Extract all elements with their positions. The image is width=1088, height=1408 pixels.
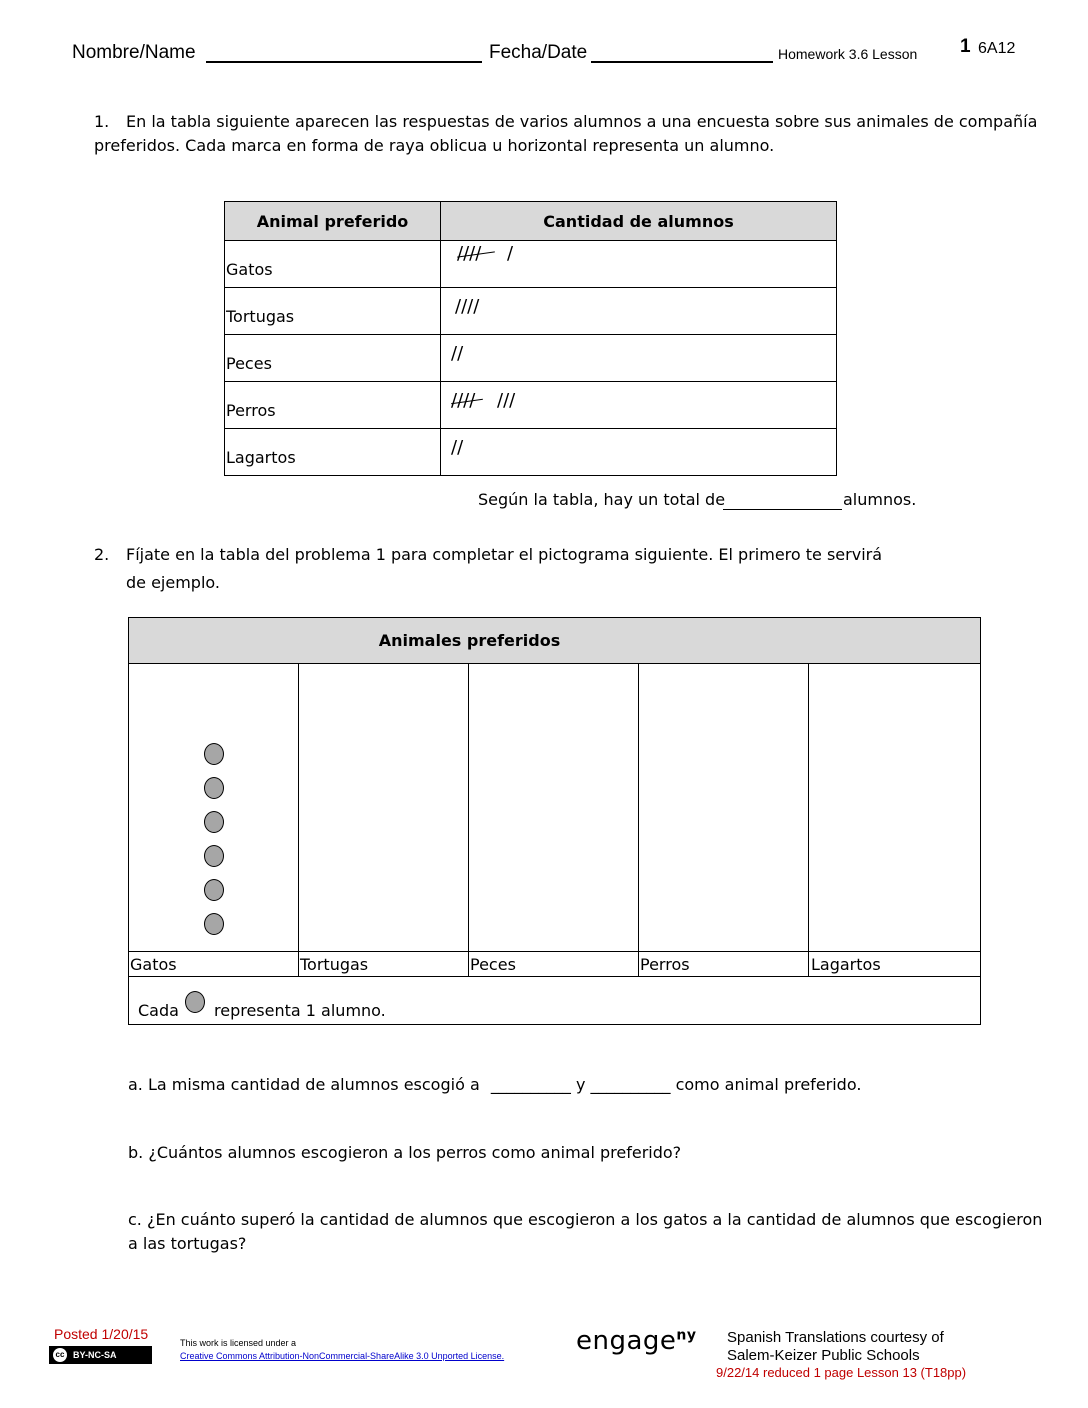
tally-group-marks: //// [457,243,482,264]
pictograph-title-text: Animales preferidos [378,631,561,650]
table-row [225,382,837,429]
license-link[interactable]: Creative Commons Attribution-NonCommercial-ShareAlike 3.0 Unported License. [180,1351,505,1361]
table-row [225,241,837,288]
tally-extra-marks: / [507,243,514,264]
cc-badge-text: BY-NC-SA [73,1350,117,1360]
table-row [225,429,837,476]
label-perros: Perros [639,952,809,976]
pictograph-circle-gatos [204,913,224,935]
header-count: Cantidad de alumnos [441,202,837,241]
animal-cell: Peces [225,335,441,382]
question-a-blank2[interactable]: __________ [590,1075,671,1094]
name-field[interactable] [206,61,482,63]
animal-cell: Perros [225,382,441,429]
pictograph-circle-gatos [204,811,224,833]
problem1-number: 1. [94,112,110,131]
table-row [225,288,837,335]
tally-cell-perros [441,382,837,429]
date-field[interactable] [591,61,773,63]
animal-cell: Tortugas [225,288,441,335]
question-a-prefix: a. La misma cantidad de alumnos escogió a [128,1075,480,1094]
tally-marks: //// [455,296,480,317]
credit-line1: Spanish Translations courtesy of [727,1329,944,1346]
cc-license-badge [49,1346,152,1364]
engageny-logo [576,1326,697,1356]
problem1-text-line2: preferidos. Cada marca en forma de raya oblicua u horizontal representa un alumno. [94,136,775,155]
tally-cell-lagartos [441,429,837,476]
label-lagartos: Lagartos [811,955,881,974]
pictograph-circle-gatos [204,879,224,901]
date-label: Fecha/Date [489,42,588,63]
question-a-blank1[interactable]: __________ [490,1075,571,1094]
key-prefix: Cada [138,1001,179,1020]
problem2-text-line2: de ejemplo. [126,573,220,592]
problem2-number: 2. [94,545,110,564]
animal-cell: Gatos [225,241,441,288]
tally-marks: // [451,343,464,364]
tally-cell-peces [441,335,837,382]
tally-cell-tortugas [441,288,837,335]
table-row [225,335,837,382]
license-line1: This work is licensed under a [180,1338,297,1348]
lesson-number: 1 [960,36,971,57]
revision-note: 9/22/14 reduced 1 page Lesson 13 (T18pp) [716,1365,967,1380]
tally-table [224,201,837,476]
homework-label: Homework 3.6 Lesson [778,46,918,62]
engage-sup: ny [676,1327,697,1344]
problem1-text-line1: En la tabla siguiente aparecen las respuestas de varios alumnos a una encuesta sobre sus animales de compañía [126,112,1038,131]
problem2-text-line1: Fíjate en la tabla del problema 1 para completar el pictograma siguiente. El primero te servirá [126,545,883,564]
label-peces: Peces [469,952,639,976]
question-a-suffix: como animal preferido. [675,1075,862,1094]
label-tortugas: Tortugas [299,952,469,976]
question-a [128,1073,861,1097]
pictograph-circle-gatos [204,743,224,765]
key-circle-icon [185,991,205,1013]
animal-cell: Lagartos [225,429,441,476]
tally-extra-marks: /// [497,390,516,411]
pictograph-circle-gatos [204,777,224,799]
cc-icon: cc [53,1348,67,1362]
question-c-line2: a las tortugas? [128,1234,247,1253]
question-c-line1: c. ¿En cuánto superó la cantidad de alumnos que escogieron a los gatos a la cantidad de alumnos que escogieron [128,1210,1043,1229]
total-answer-field[interactable] [723,509,842,510]
pictograph [128,617,981,1025]
header-animal: Animal preferido [225,202,441,241]
pictograph-circle-gatos [204,845,224,867]
question-b: b. ¿Cuántos alumnos escogieron a los perros como animal preferido? [128,1143,682,1162]
credit-line2: Salem-Keizer Public Schools [727,1347,920,1364]
engage-text: engage [576,1326,677,1356]
pictograph-marks [129,618,980,951]
tally-group-marks: //// [451,390,476,411]
question-a-middle: y [575,1075,586,1094]
tally-marks: // [451,437,464,458]
total-prefix: Según la tabla, hay un total de [478,490,726,509]
lesson-code: 6A12 [978,40,1016,57]
key-suffix: representa 1 alumno. [214,1001,386,1020]
pictograph-label-row [129,951,980,977]
tally-table-header [225,202,837,241]
tally-cell-gatos [441,241,837,288]
label-gatos: Gatos [129,952,299,976]
total-suffix: alumnos. [843,490,917,509]
posted-date: Posted 1/20/15 [54,1326,149,1342]
name-label: Nombre/Name [72,42,196,63]
